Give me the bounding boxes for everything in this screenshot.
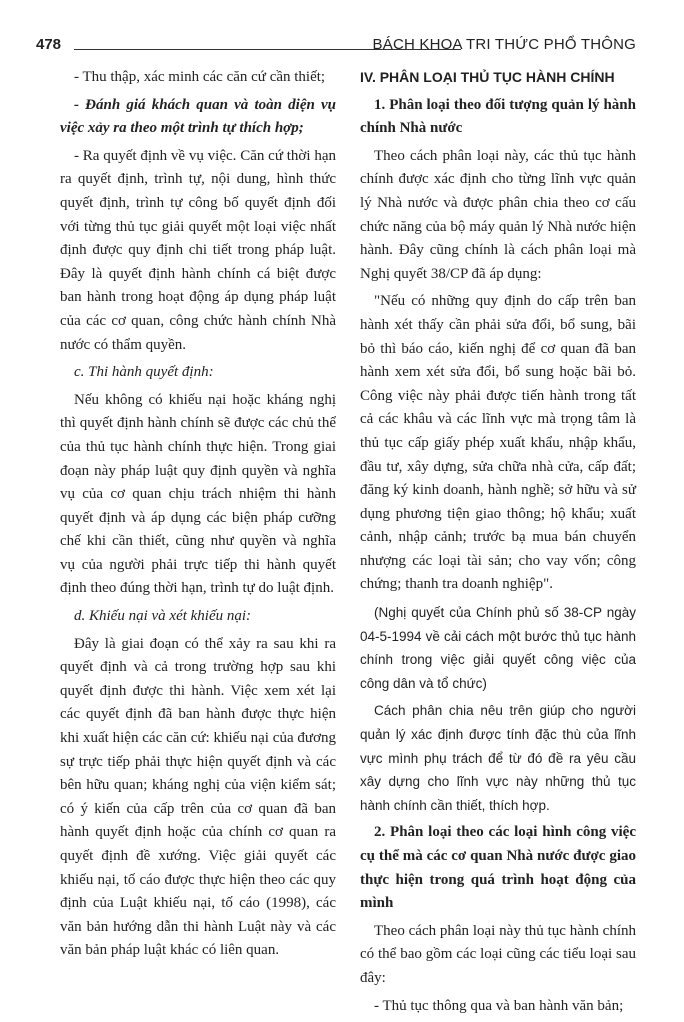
page-number: 478: [36, 36, 62, 53]
subsection-heading-2: 2. Phân loại theo các loại hình công việc cụ thể mà các cơ quan Nhà nước được giao thực hiện trong quá trình hoạt động của mình: [360, 824, 636, 912]
paragraph: Cách phân chia nêu trên giúp cho người quản lý xác định được tính đặc thù của lĩnh vực mình phụ trách để từ đó đề ra yêu cầu xây dựng cho lĩnh vực này những thủ tục hành chính cần thiết, thích hợp.: [360, 703, 636, 813]
reference-note: (Nghị quyết của Chính phủ số 38-CP ngày 04-5-1994 về cải cách một bước thủ tục hành chính trong việc giải quyết công việc của công dân và tổ chức): [360, 605, 636, 691]
paragraph: Nếu không có khiếu nại hoặc kháng nghị thì quyết định hành chính sẽ được các chủ thể của thủ tục hành chính thực hiện. Trong giai đoạn này pháp luật quy định quyền và nghĩa vụ của cơ quan chịu trách nhiệm thi hành quyết định và áp dụng các biện pháp cưỡng chế khi cần thiết, cũng như quyền và nghĩa vụ của người phải trực tiếp thi hành quyết định theo đúng thời hạn, trình tự do luật định.: [60, 391, 336, 597]
section-heading: IV. PHÂN LOẠI THỦ TỤC HÀNH CHÍNH: [360, 69, 615, 85]
paragraph: - Thu thập, xác minh các căn cứ cần thiết;: [74, 69, 326, 85]
subheading-d: d. Khiếu nại và xét khiếu nại:: [74, 608, 252, 625]
subsection-heading-1: 1. Phân loại theo đối tượng quản lý hành chính Nhà nước: [360, 96, 636, 137]
paragraph: Theo cách phân loại này thủ tục hành chính có thể bao gồm các loại cũng các tiểu loại sau đây:: [360, 922, 636, 986]
paragraph-emphasis: - Đánh giá khách quan và toàn diện vụ việc xảy ra theo một trình tự thích hợp;: [60, 96, 336, 137]
right-column: [360, 66, 636, 1022]
book-title: BÁCH KHOA TRI THỨC PHỔ THÔNG: [372, 36, 636, 53]
paragraph: - Ra quyết định về vụ việc. Căn cứ thời hạn ra quyết định, trình tự, nội dung, hình thức quyết định, trình tự công bố quyết định đối với từng thủ tục giải quyết một loại việc nhất định được quy định chi tiết trong pháp luật. Đây là quyết định hành chính cá biệt được ban hành trong hoạt động áp dụng pháp luật của các cơ quan, công chức hành chính Nhà nước có thẩm quyền.: [60, 147, 336, 353]
quote: "Nếu có những quy định do cấp trên ban hành xét thấy cần phải sửa đổi, bổ sung, bãi bỏ thì báo cáo, kiến nghị để cơ quan đã ban hành xem xét sửa đổi, bổ sung hoặc bãi bỏ. Công việc này phải được tiến hành trong tất cả các khâu và các lĩnh vực mà trọng tâm là thủ tục cấp giấy phép xuất khẩu, nhập khẩu, đầu tư, xây dựng, sửa chữa nhà cửa, cấp đất; đăng ký kinh doanh, hành nghề; sở hữu và sử dụng phương tiện giao thông; hộ khẩu; xuất cảnh, nhập cảnh; trước bạ mua bán chuyển nhượng các loại tài sản; cho vay vốn; công chứng; thanh tra doanh nghiệp".: [360, 293, 636, 593]
subheading-c: c. Thi hành quyết định:: [74, 364, 214, 381]
paragraph: Theo cách phân loại này, các thủ tục hành chính được xác định cho từng lĩnh vực quản lý Nhà nước và được phân chia theo cơ cấu chức năng của bộ máy quản lý Nhà nước hiện hành. Đây cũng chính là cách phân loại mà Nghị quyết 38/CP đã áp dụng:: [360, 147, 636, 282]
left-column: [60, 66, 336, 967]
paragraph: - Thủ tục thông qua và ban hành văn bản;: [374, 997, 624, 1014]
page-header: [36, 36, 636, 58]
paragraph: Đây là giai đoạn có thể xảy ra sau khi ra quyết định và cả trong trường hợp sau khi quyết định được thi hành. Việc xem xét lại các quyết định đã ban hành được thực hiện khi xuất hiện các căn cứ: khiếu nại của đương sự trực tiếp phải thực hiện quyết định và các bên hữu quan; kháng nghị của viện kiểm sát; có ý kiến của cấp trên của cơ quan đã ban hành quyết định hoặc của chính cơ quan ra quyết định đề xướng. Việc giải quyết các khiếu nại, tố cáo được thực hiện theo các quy định của Luật khiếu nại, tố cáo (1998), các văn bản hướng dẫn thi hành Luật này và các văn bản pháp luật khác có liên quan.: [60, 635, 336, 959]
